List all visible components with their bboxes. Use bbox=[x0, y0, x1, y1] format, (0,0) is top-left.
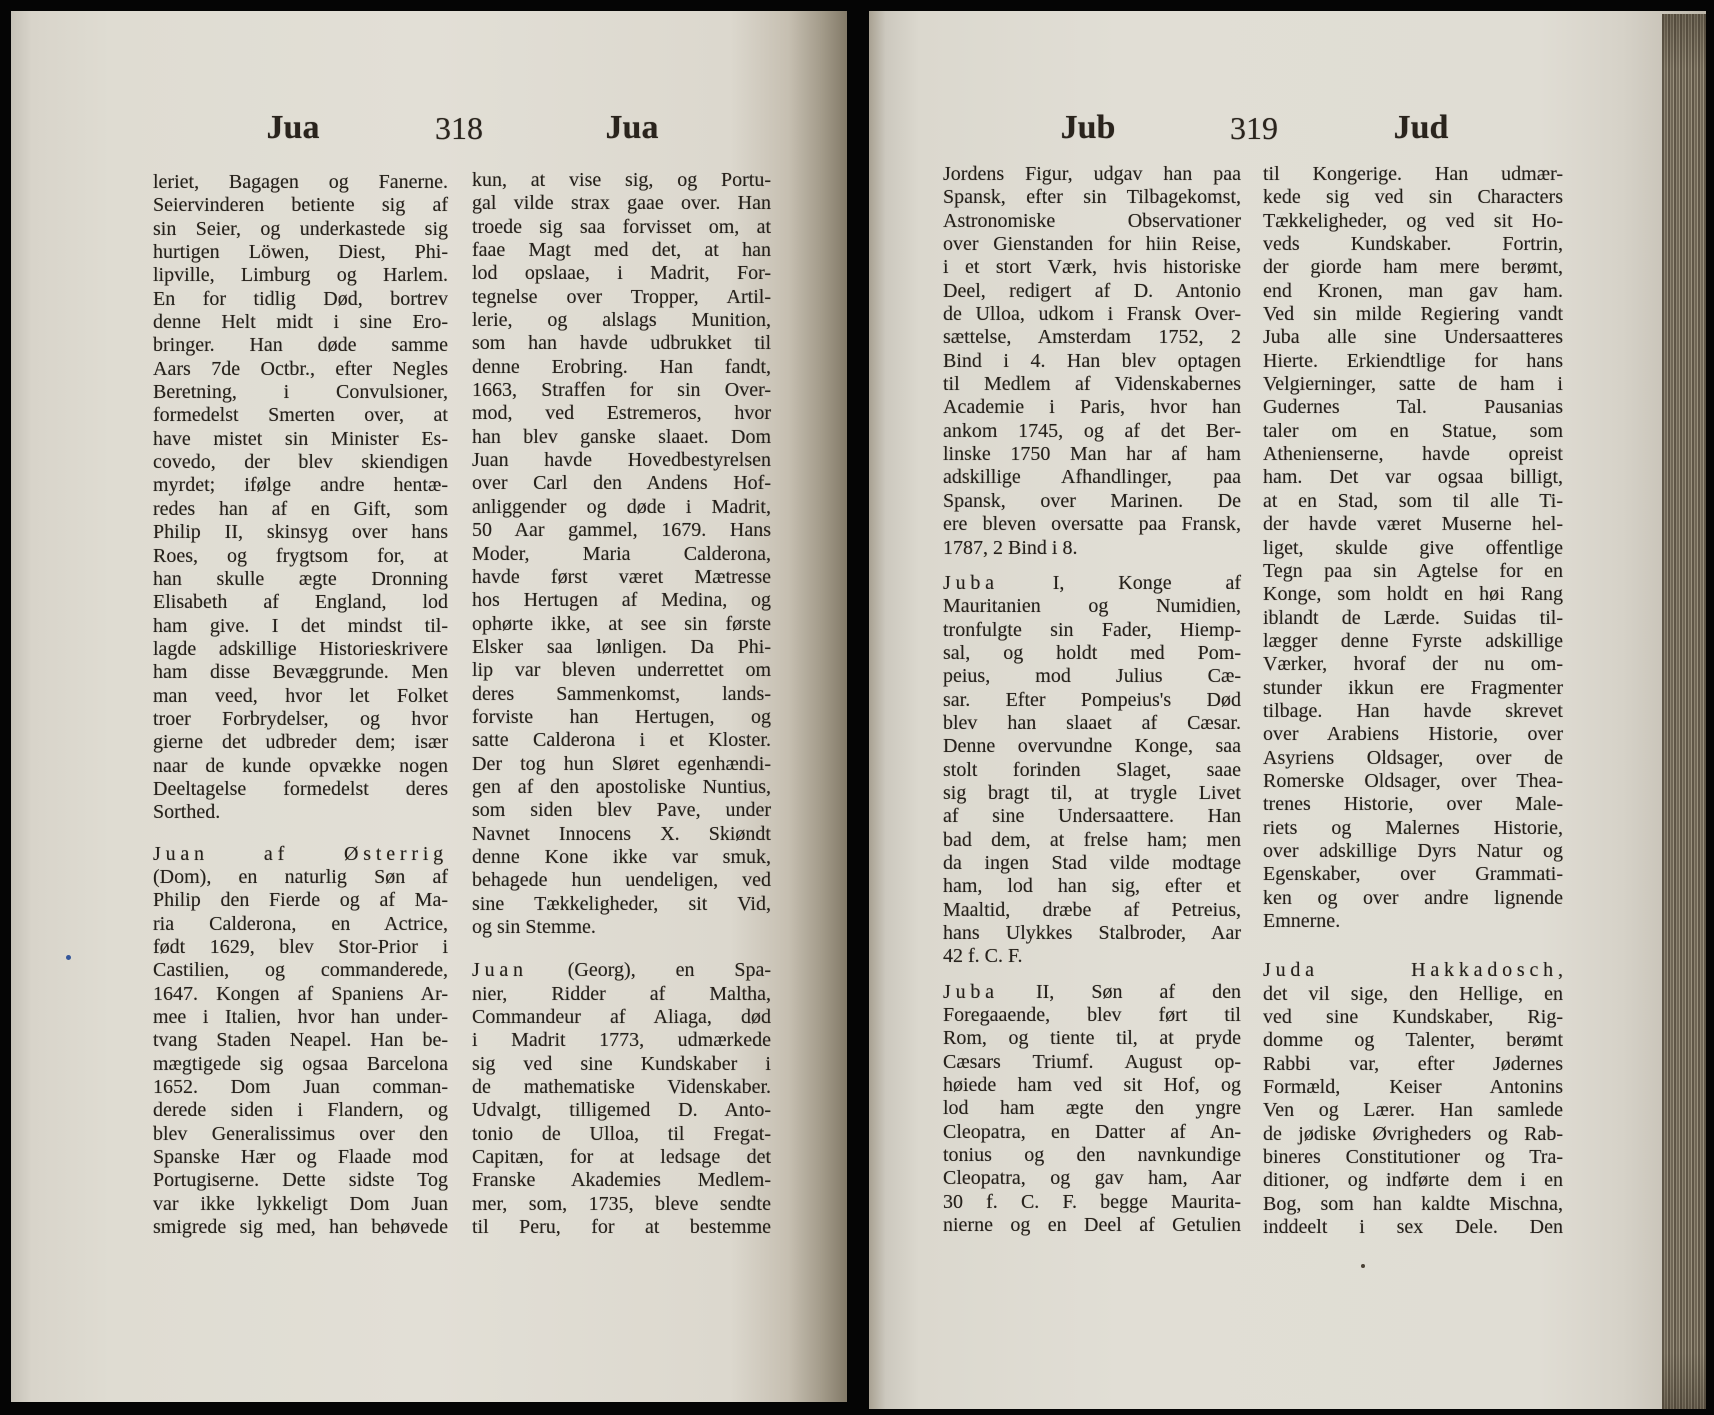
text-line: bad dem, at frelse ham; men bbox=[943, 828, 1241, 851]
text-line: ere bleven oversatte paa Fransk, bbox=[943, 513, 1241, 536]
text-line: Astronomiske Observationer bbox=[943, 209, 1241, 232]
text-line: Aars 7de Octbr., efter Negles bbox=[153, 357, 448, 380]
right-page-column-2 bbox=[1263, 163, 1563, 1239]
text-line: ophørte ikke, at see sin første bbox=[472, 612, 771, 635]
text-line: behagede hun uendeligen, ved bbox=[472, 869, 771, 892]
dictionary-entry bbox=[472, 169, 771, 939]
text-line bbox=[472, 959, 771, 982]
text-line: Denne overvundne Konge, saa bbox=[943, 735, 1241, 758]
text-line: bineres Constitutioner og Tra- bbox=[1263, 1146, 1563, 1169]
text-line: tonius og den navnkundige bbox=[943, 1144, 1241, 1167]
text-line: Bog, som han kaldte Mischna, bbox=[1263, 1192, 1563, 1215]
text-line: kun, at vise sig, og Portu- bbox=[472, 169, 771, 191]
text-line: over Arabiens Historie, over bbox=[1263, 723, 1563, 746]
left-running-head-guide-word: Jua bbox=[266, 109, 320, 146]
text-line: der havde været Muserne hel- bbox=[1263, 513, 1563, 536]
text-line: En for tidlig Død, bortrev bbox=[153, 287, 448, 310]
text-line: havde først været Mætresse bbox=[472, 565, 771, 588]
text-line: Beretning, i Convulsioner, bbox=[153, 381, 448, 404]
left-running-head-guide-word-end: Jua bbox=[605, 109, 659, 146]
text-line: Juba alle sine Undersaatteres bbox=[1263, 326, 1563, 349]
text-line: hurtigen Löwen, Diest, Phi- bbox=[153, 241, 448, 264]
text-line: have mistet sin Minister Es- bbox=[153, 427, 448, 450]
text-line: troer Forbrydelser, og hvor bbox=[153, 707, 448, 730]
text-line: ham give. I det mindst til- bbox=[153, 614, 448, 637]
ink-speck bbox=[66, 955, 71, 960]
text-line: som han havde udbrukket til bbox=[472, 332, 771, 355]
text-line: til Kongerige. Han udmær- bbox=[1263, 163, 1563, 185]
text-line: liget, skulde give offentlige bbox=[1263, 536, 1563, 559]
text-line: Spanske Hær og Flaade mod bbox=[153, 1146, 448, 1169]
text-line: gierne det udbreder dem; især bbox=[153, 731, 448, 754]
entry-headword: Juba bbox=[943, 571, 999, 594]
text-line: 1647. Kongen af Spaniens Ar- bbox=[153, 982, 448, 1005]
text-line: ken og over andre lignende bbox=[1263, 886, 1563, 909]
text-line: denne Helt midt i sine Ero- bbox=[153, 311, 448, 334]
dictionary-entry bbox=[472, 959, 771, 1239]
text-line: 1652. Dom Juan comman- bbox=[153, 1076, 448, 1099]
text-line: denne Kone ikke var smuk, bbox=[472, 845, 771, 868]
text-line: Maaltid, dræbe af Petreius, bbox=[943, 898, 1241, 921]
text-line: denne Erobring. Han fandt, bbox=[472, 355, 771, 378]
text-line: Udvalgt, tilligemed D. Anto- bbox=[472, 1099, 771, 1122]
text-line: i Madrit 1773, udmærkede bbox=[472, 1029, 771, 1052]
text-line: derede siden i Flandern, og bbox=[153, 1099, 448, 1122]
text-line: de Ulloa, udkom i Fransk Over- bbox=[943, 303, 1241, 326]
text-line: sar. Efter Pompeius's Død bbox=[943, 688, 1241, 711]
text-line: adskillige Afhandlinger, paa bbox=[943, 466, 1241, 489]
text-line: Mauritanien og Numidien, bbox=[943, 595, 1241, 618]
text-line: Cleopatra, og gav ham, Aar bbox=[943, 1167, 1241, 1190]
text-line: sig bragt til, at trygle Livet bbox=[943, 781, 1241, 804]
text-line: 42 f. C. F. bbox=[943, 945, 1023, 968]
text-line: lod opslaae, i Madrit, For- bbox=[472, 262, 771, 285]
text-line: høiede ham ved sit Hof, og bbox=[943, 1074, 1241, 1097]
text-line: Philip den Fierde og af Ma- bbox=[153, 889, 448, 912]
text-line: tronfulgte sin Fader, Hiemp- bbox=[943, 618, 1241, 641]
text-line: iblandt de Lærde. Suidas til- bbox=[1263, 606, 1563, 629]
text-line: Tegn paa sin Agtelse for en bbox=[1263, 559, 1563, 582]
text-line: taler om en Statue, som bbox=[1263, 419, 1563, 442]
text-line: formedelst Smerten over, at bbox=[153, 404, 448, 427]
right-running-head-guide-word-end: Jud bbox=[1393, 109, 1449, 146]
text-line: Cleopatra, en Datter af An- bbox=[943, 1120, 1241, 1143]
text-line: Bind i 4. Han blev optagen bbox=[943, 349, 1241, 372]
text-line: tilbage. Han havde skrevet bbox=[1263, 699, 1563, 722]
text-line: mer, som, 1735, bleve sendte bbox=[472, 1192, 771, 1215]
text-line: Velgierninger, satte de ham i bbox=[1263, 373, 1563, 396]
text-line: tegnelse over Tropper, Artil- bbox=[472, 285, 771, 308]
entry-headword: Juda Hakkadosch bbox=[1263, 959, 1558, 982]
entry-text: , bbox=[1558, 959, 1563, 982]
text-line: lerie, og alslags Munition, bbox=[472, 309, 771, 332]
text-line: over Gienstanden for hiin Reise, bbox=[943, 233, 1241, 256]
text-line: Elisabeth af England, lod bbox=[153, 591, 448, 614]
text-line: hos Hertugen af Medina, og bbox=[472, 589, 771, 612]
text-line bbox=[943, 981, 1241, 1004]
text-line: Navnet Innocens X. Skiøndt bbox=[472, 822, 771, 845]
text-line: stolt forinden Slaget, saae bbox=[943, 758, 1241, 781]
left-page-number: 318 bbox=[435, 110, 483, 146]
text-line: ham disse Bevæggrunde. Men bbox=[153, 661, 448, 684]
text-line: han skulle ægte Dronning bbox=[153, 567, 448, 590]
text-line bbox=[943, 572, 1241, 595]
dictionary-entry bbox=[943, 572, 1241, 969]
text-line: sine Tækkeligheder, sit Vid, bbox=[472, 892, 771, 915]
text-line: 30 f. C. F. begge Maurita- bbox=[943, 1190, 1241, 1213]
text-line: Sorthed. bbox=[153, 801, 221, 824]
text-line: nier, Ridder af Maltha, bbox=[472, 982, 771, 1005]
text-line: hans Ulykkes Stalbroder, Aar bbox=[943, 922, 1241, 944]
text-line: de jødiske Øvrigheders og Rab- bbox=[1263, 1122, 1563, 1145]
text-line: til Medlem af Videnskabernes bbox=[943, 373, 1241, 396]
text-line: Værker, hvoraf der nu om- bbox=[1263, 653, 1563, 676]
text-line: ria Calderona, en Actrice, bbox=[153, 912, 448, 935]
dictionary-entry bbox=[1263, 959, 1563, 1239]
text-line: Seiervinderen betiente sig af bbox=[153, 194, 448, 217]
text-line: Gudernes Tal. Pausanias bbox=[1263, 396, 1563, 419]
text-line: blev Generalissimus over den bbox=[153, 1122, 448, 1145]
text-line: Franske Akademies Medlem- bbox=[472, 1169, 771, 1192]
entry-text: II, Søn af den bbox=[998, 980, 1241, 1003]
text-line: ankom 1745, og af det Ber- bbox=[943, 419, 1241, 442]
text-line: 1787, 2 Bind i 8. bbox=[943, 536, 1078, 559]
text-line: nierne og en Deel af Getulien bbox=[943, 1214, 1241, 1237]
text-line: forviste han Hertugen, og bbox=[472, 705, 771, 728]
text-line: sal, og holdt med Pom- bbox=[943, 641, 1241, 664]
text-line: lipville, Limburg og Harlem. bbox=[153, 264, 448, 287]
text-line: sin Seier, og underkastede sig bbox=[153, 217, 448, 240]
text-line: Athenienserne, havde opreist bbox=[1263, 443, 1563, 466]
text-line: Asyriens Oldsager, over de bbox=[1263, 746, 1563, 769]
text-line: der giorde ham mere berømt, bbox=[1263, 256, 1563, 279]
text-line: myrdet; ifølge andre hentæ- bbox=[153, 474, 448, 497]
text-line: deres Sammenkomst, lands- bbox=[472, 682, 771, 705]
entry-headword: Juan af Østerrig bbox=[153, 842, 448, 865]
text-line: Ved sin milde Regiering vandt bbox=[1263, 303, 1563, 326]
text-line: Capitæn, for at ledsage det bbox=[472, 1146, 771, 1169]
text-line: ham, lod han sig, efter et bbox=[943, 875, 1241, 898]
text-line: veds Kundskaber. Fortrin, bbox=[1263, 233, 1563, 256]
text-line bbox=[1263, 959, 1563, 982]
text-line bbox=[153, 843, 448, 866]
text-line: satte Calderona i et Kloster. bbox=[472, 729, 771, 752]
text-line: inddeelt i sex Dele. Den bbox=[1263, 1216, 1563, 1239]
text-line: lod ham ægte den yngre bbox=[943, 1097, 1241, 1120]
entry-headword: Juan bbox=[472, 959, 528, 982]
right-running-head-guide-word: Jub bbox=[1060, 109, 1116, 146]
text-line: Elsker saa lønligen. Da Phi- bbox=[472, 635, 771, 658]
text-line: domme og Talenter, berømt bbox=[1263, 1029, 1563, 1052]
text-line: lagde adskillige Historieskrivere bbox=[153, 637, 448, 660]
entry-headword: Juba bbox=[943, 980, 999, 1003]
text-line: han blev ganske slaaet. Dom bbox=[472, 425, 771, 448]
text-line: sættelse, Amsterdam 1752, 2 bbox=[943, 326, 1241, 349]
left-page-column-1 bbox=[153, 171, 448, 1239]
text-line: covedo, der blev skiendigen bbox=[153, 451, 448, 474]
dictionary-entry bbox=[943, 981, 1241, 1238]
text-line: over Carl den Andens Hof- bbox=[472, 472, 771, 495]
text-line: mod, ved Estremeros, hvor bbox=[472, 402, 771, 425]
text-line: og sin Stemme. bbox=[472, 916, 596, 938]
text-line: Rabbi var, efter Jødernes bbox=[1263, 1052, 1563, 1075]
text-line: til Peru, for at bestemme bbox=[472, 1216, 771, 1239]
text-line: blev han slaaet af Cæsar. bbox=[943, 711, 1241, 734]
text-line: Hierte. Erkiendtlige for hans bbox=[1263, 349, 1563, 372]
text-line: Spansk, efter sin Tilbagekomst, bbox=[943, 186, 1241, 209]
right-page-number: 319 bbox=[1230, 110, 1278, 146]
entry-text: I, Konge af bbox=[998, 571, 1241, 594]
text-line: tvang Staden Neapel. Han be- bbox=[153, 1029, 448, 1052]
text-line: Portugiserne. Dette sidste Tog bbox=[153, 1169, 448, 1192]
dictionary-entry bbox=[943, 163, 1241, 560]
text-line: Spansk, over Marinen. De bbox=[943, 489, 1241, 512]
text-line: ditioner, og indførte dem i en bbox=[1263, 1169, 1563, 1192]
text-line: ham. Det var ogsaa billigt, bbox=[1263, 466, 1563, 489]
text-line: troede sig saa forvisset om, at bbox=[472, 215, 771, 238]
text-line: som siden blev Pave, under bbox=[472, 799, 771, 822]
text-line: Egenskaber, over Grammati- bbox=[1263, 863, 1563, 886]
text-line: naar de kunde opvække nogen bbox=[153, 754, 448, 777]
text-line: Der tog hun Sløret egenhændi- bbox=[472, 752, 771, 775]
text-line: Moder, Maria Calderona, bbox=[472, 542, 771, 565]
text-line: Foregaaende, blev ført til bbox=[943, 1004, 1241, 1027]
text-line: Romerske Oldsager, over Thea- bbox=[1263, 769, 1563, 792]
text-line: over adskillige Dyrs Natur og bbox=[1263, 839, 1563, 862]
text-line: Formæld, Keiser Antonins bbox=[1263, 1076, 1563, 1099]
text-line: Konge, som holdt en høi Rang bbox=[1263, 583, 1563, 606]
text-line: Roes, og frygtsom for, at bbox=[153, 544, 448, 567]
text-line: Tækkeligheder, og ved sit Ho- bbox=[1263, 209, 1563, 232]
text-line: 1663, Straffen for sin Over- bbox=[472, 379, 771, 402]
text-line: Emnerne. bbox=[1263, 910, 1341, 932]
text-line: Commandeur af Aliaga, død bbox=[472, 1006, 771, 1029]
text-line: lægger denne Fyrste adskillige bbox=[1263, 629, 1563, 652]
text-line: trenes Historie, over Male- bbox=[1263, 793, 1563, 816]
text-line: de mathematiske Videnskaber. bbox=[472, 1076, 771, 1099]
text-line: faae Magt med det, at han bbox=[472, 239, 771, 262]
text-line: i et stort Værk, hvis historiske bbox=[943, 256, 1241, 279]
text-line: riets og Malernes Historie, bbox=[1263, 816, 1563, 839]
text-line: at en Stad, som til alle Ti- bbox=[1263, 489, 1563, 512]
dictionary-entry bbox=[153, 843, 448, 1240]
text-line: redes han af en Gift, som bbox=[153, 497, 448, 520]
text-line: af sine Undersaattere. Han bbox=[943, 805, 1241, 828]
text-line: var ikke lykkeligt Dom Juan bbox=[153, 1192, 448, 1215]
text-line: Ven og Lærer. Han samlede bbox=[1263, 1099, 1563, 1122]
text-line: ved sine Kundskaber, Rig- bbox=[1263, 1006, 1563, 1029]
text-line: lip var bleven underrettet om bbox=[472, 659, 771, 682]
text-line: mee i Italien, hvor han under- bbox=[153, 1006, 448, 1029]
entry-text: (Georg), en Spa- bbox=[527, 959, 771, 982]
text-line: (Dom), en naturlig Søn af bbox=[153, 865, 448, 888]
text-line: Philip II, skinsyg over hans bbox=[153, 521, 448, 544]
text-line: det vil sige, den Hellige, en bbox=[1263, 982, 1563, 1005]
text-line: Castilien, og commanderede, bbox=[153, 959, 448, 982]
text-line: Academie i Paris, hvor han bbox=[943, 396, 1241, 419]
text-line: Juan havde Hovedbestyrelsen bbox=[472, 449, 771, 472]
dictionary-entry bbox=[153, 171, 448, 825]
text-line: Jordens Figur, udgav han paa bbox=[943, 163, 1241, 185]
text-line: født 1629, blev Stor-Prior i bbox=[153, 936, 448, 958]
text-line: man veed, hvor let Folket bbox=[153, 684, 448, 707]
left-page-column-2 bbox=[472, 169, 771, 1239]
text-line: 50 Aar gammel, 1679. Hans bbox=[472, 519, 771, 542]
text-line: peius, mod Julius Cæ- bbox=[943, 665, 1241, 688]
text-line: sig ved sine Kundskaber i bbox=[472, 1052, 771, 1075]
text-line: mægtigede sig ogsaa Barcelona bbox=[153, 1052, 448, 1075]
text-line: stunder ikkun ere Fragmenter bbox=[1263, 676, 1563, 699]
text-line: Cæsars Triumf. August op- bbox=[943, 1050, 1241, 1073]
text-line: linske 1750 Man har af ham bbox=[943, 443, 1241, 466]
text-line: anliggender og døde i Madrit, bbox=[472, 495, 771, 518]
text-line: gen af den apostoliske Nuntius, bbox=[472, 775, 771, 798]
text-line: Deel, redigert af D. Antonio bbox=[943, 279, 1241, 302]
text-line: kede sig ved sin Characters bbox=[1263, 186, 1563, 209]
text-line: da ingen Stad vilde modtage bbox=[943, 851, 1241, 874]
text-line: Rom, og tiente til, at pryde bbox=[943, 1027, 1241, 1050]
text-line: tonio de Ulloa, til Fregat- bbox=[472, 1122, 771, 1145]
right-page-column-1 bbox=[943, 163, 1241, 1237]
page-edges bbox=[1662, 14, 1706, 1409]
text-line: bringer. Han døde samme bbox=[153, 334, 448, 357]
text-line: end Kronen, man gav ham. bbox=[1263, 279, 1563, 302]
text-line: smigrede sig med, han behøvede bbox=[153, 1216, 448, 1239]
text-line: Deeltagelse formedelst deres bbox=[153, 777, 448, 800]
text-line: gal vilde strax gaae over. Han bbox=[472, 192, 771, 215]
dictionary-entry bbox=[1263, 163, 1563, 933]
paper-speck bbox=[1361, 1264, 1365, 1268]
text-line: leriet, Bagagen og Fanerne. bbox=[153, 171, 448, 193]
